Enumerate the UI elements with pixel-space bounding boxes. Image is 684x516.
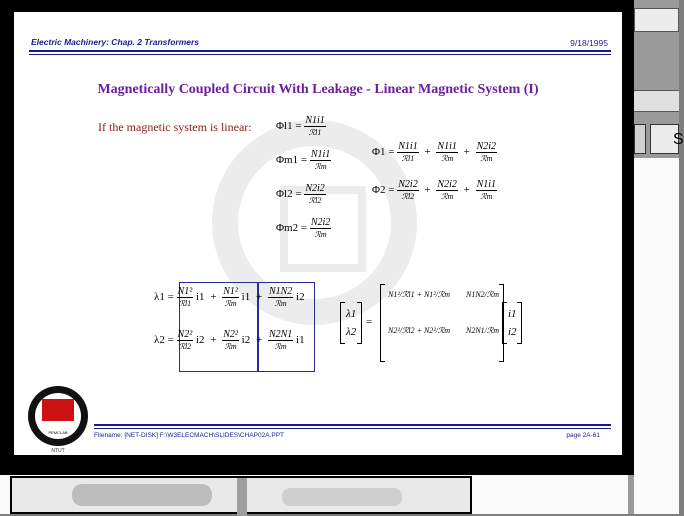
logo-subtitle: NTUT	[51, 448, 65, 454]
background-photo	[10, 476, 472, 514]
button-s-label: S	[673, 131, 684, 148]
equation-phi-m1: Φm1 = $\frac{N1i1}{\text{ℛm}}$	[276, 149, 331, 171]
equation-lambda-1: λ1 = $\frac{\text{N1²}}{\text{ℛl1}}$ i1 + $\frac{\text{N1²}}{\text{ℛm}}$ i1 + $\frac{N1N2}{\text{ℛm}}$ i2	[154, 286, 305, 308]
equation-phi-l1: Φl1 = $\frac{N1i1}{\text{ℛl1}}$	[276, 115, 325, 137]
inductance-matrix: N1²/ℛl1 + N1²/ℛm N1N2/ℛm N2²/ℛl2 + N2²/ℛm N2N1/ℛm	[380, 284, 504, 362]
background-button-s[interactable]	[650, 124, 684, 154]
equation-phi-2: Φ2 = $\frac{N2i2}{\text{ℛl2}}$ + $\frac{N2i2}{\text{ℛm}}$ + $\frac{N1i1}{\text{ℛm}}$	[372, 179, 497, 201]
footer-rule	[94, 424, 611, 426]
equation-lambda-2: λ2 = $\frac{\text{N2²}}{\text{ℛl2}}$ i2 + $\frac{\text{N2²}}{\text{ℛm}}$ i2 + $\frac{N2N1}{\text{ℛm}}$ i1	[154, 329, 305, 351]
equation-phi-1: Φ1 = $\frac{N1i1}{\text{ℛl1}}$ + $\frac{N1i1}{\text{ℛm}}$ + $\frac{N2i2}{\text{ℛm}}$	[372, 141, 497, 163]
slide-canvas	[14, 12, 622, 455]
condition-text: If the magnetic system is linear:	[98, 120, 252, 134]
background-content-area	[634, 158, 679, 514]
pemclab-logo: PEMCLAB	[28, 386, 88, 446]
header-rule	[29, 50, 611, 52]
matrix-current-vector: i1 i2	[502, 302, 522, 344]
background-toolbar	[634, 8, 679, 32]
background-button-small[interactable]	[634, 124, 646, 154]
matrix-equals: =	[366, 316, 373, 328]
footer-rule-thin	[94, 428, 611, 429]
slide-title: Magnetically Coupled Circuit With Leakage - Linear Magnetic System (I)	[97, 82, 539, 97]
equation-phi-m2: Φm2 = $\frac{N2i2}{\text{ℛm}}$	[276, 217, 331, 239]
course-title: Electric Machinery: Chap. 2 Transformers	[31, 37, 200, 47]
slide-date: 9/18/1995	[570, 38, 608, 48]
equation-phi-l2: Φl2 = $\frac{N2i2}{\text{ℛl2}}$	[276, 183, 325, 205]
footer-filename: Filename: [NET-DISK] F:\W3ELECMACH\SLIDES\CHAP02A.PPT	[94, 432, 284, 439]
matrix-lhs-vector: λ1 λ2	[340, 302, 362, 344]
background-menu-bar	[634, 90, 679, 112]
footer-page-number: page 2A-61	[566, 432, 600, 439]
header-rule-thin	[29, 54, 611, 55]
